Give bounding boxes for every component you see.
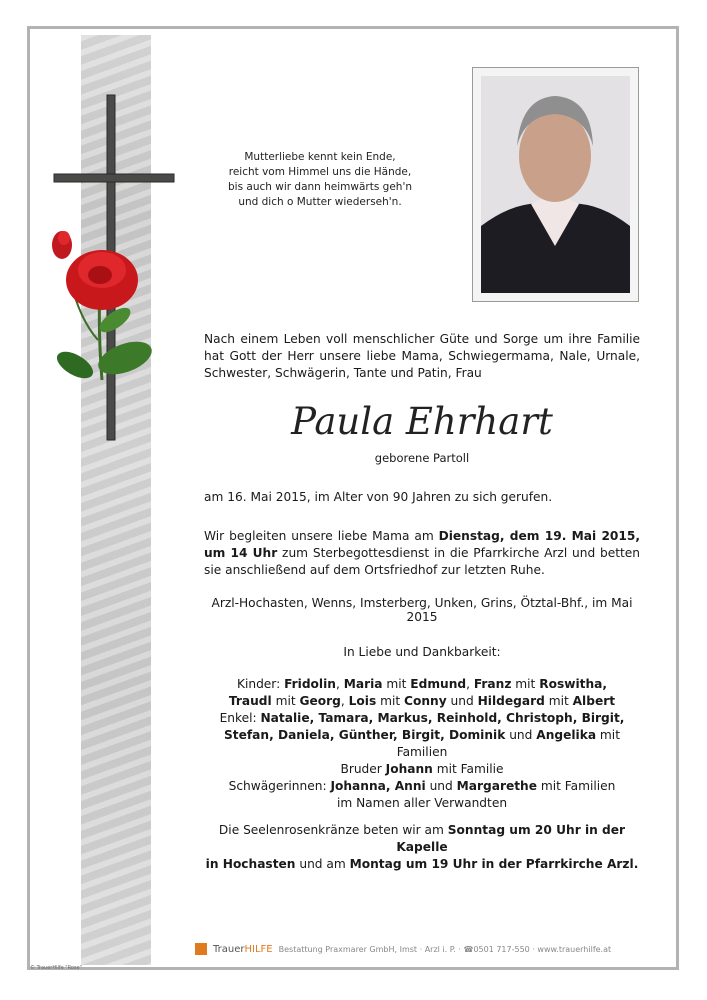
credit-text: © TrauerHilfe "Rose" [30, 965, 82, 971]
logo-text: TrauerHILFE [213, 943, 273, 955]
maiden-name: geborene Partoll [374, 451, 470, 465]
thanks-line: In Liebe und Dankbarkeit: [343, 645, 501, 659]
date-of-death: am 16. Mai 2015, im Alter von 90 Jahren zu sich gerufen. [204, 490, 553, 504]
rosary-paragraph: Die Seelenrosenkränze beten wir am Sonntag um 20 Uhr in der Kapelle in Hochasten und am Montag um 19 Uhr in der Pfarrkirche Arzl. [205, 823, 639, 871]
deceased-name: Paula Ehrhart [291, 400, 553, 443]
footer-text: Bestattung Praxmarer GmbH, Imst · Arzl i. P. · ☎0501 717-550 · www.trauerhilfe.at [278, 944, 612, 954]
footer [195, 942, 645, 956]
funeral-paragraph: Wir begleiten unsere liebe Mama am Dienstag, dem 19. Mai 2015, um 14 Uhr zum Sterbegottesdienst in die Pfarrkirche Arzl und betten sie anschließend auf dem Ortsfriedhof zur letzten Ruhe. [204, 529, 641, 577]
quote-text: Mutterliebe kennt kein Ende, reicht vom Himmel uns die Hände, bis auch wir dann heimwärts geh'n und dich o Mutter wiederseh'n. [228, 151, 412, 208]
family-list: Kinder: Fridolin, Maria mit Edmund, Franz mit Roswitha, Traudl mit Georg, Lois mit Conny und Hildegard mit Albert Enkel: Natalie, Tamara, Markus, Reinhold, Christoph, Birgit, Stefan, Daniela, Günther, Birgit, Dominik und Angelika mit Familien Bruder Johann mit Familie Schwägerinnen: Johanna, Anni und Margarethe mit Familien im Namen aller Verwandten [219, 677, 625, 810]
intro-paragraph: Nach einem Leben voll menschlicher Güte und Sorge um ihre Familie hat Gott der Herr unsere liebe Mama, Schwiegermama, Nale, Urnale, Schwester, Schwägerin, Tante und Patin, Frau [204, 332, 640, 380]
place-line: Arzl-Hochasten, Wenns, Imsterberg, Unken, Grins, Ötztal-Bhf., im Mai 2015 [211, 596, 633, 624]
portrait-frame [472, 67, 639, 302]
trauerhilfe-logo-icon [195, 943, 207, 955]
portrait-photo [481, 76, 630, 293]
cross-with-rose-icon [40, 90, 190, 450]
funeral-date: Dienstag, dem 19. Mai 2015, um 14 Uhr [204, 529, 640, 560]
portrait-image [481, 76, 630, 293]
